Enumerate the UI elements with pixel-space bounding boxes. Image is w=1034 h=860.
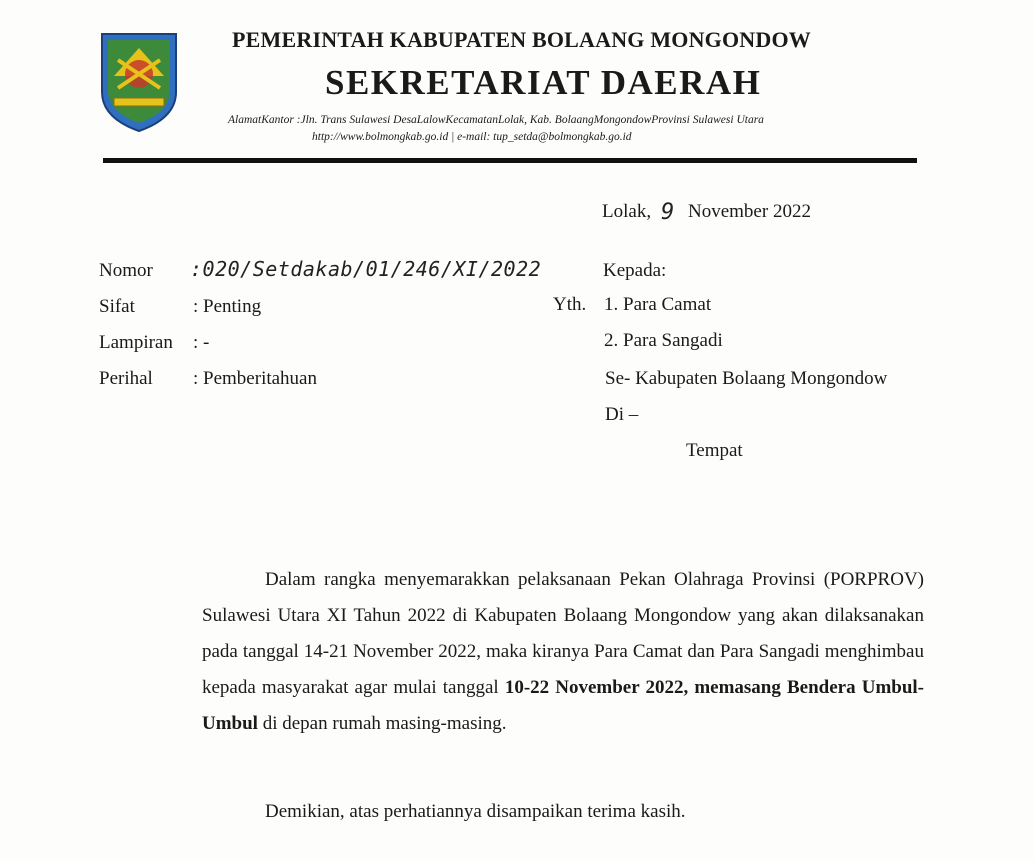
letterhead-government-name: PEMERINTAH KABUPATEN BOLAANG MONGONDOW <box>232 27 811 52</box>
body-text-end: di depan rumah masing-masing. <box>257 713 507 734</box>
regency-coat-of-arms-logo <box>98 30 180 134</box>
recipient-tempat: Tempat <box>686 440 743 461</box>
perihal-value: : Pemberitahuan <box>193 368 317 389</box>
nomor-value: :020/Setdakab/01/246/XI/2022 <box>190 257 542 281</box>
letterhead-address: AlamatKantor :Jln. Trans Sulawesi DesaLalowKecamatanLolak, Kab. BolaangMongondowProvinsi Sulawesi Utara <box>228 114 764 126</box>
recipient-scope: Se- Kabupaten Bolaang Mongondow <box>605 368 888 389</box>
perihal-label: Perihal <box>99 368 153 389</box>
sifat-label: Sifat <box>99 296 135 317</box>
nomor-label: Nomor <box>99 260 153 281</box>
letterhead-office-name: SEKRETARIAT DAERAH <box>325 63 762 102</box>
date-month-year: November 2022 <box>688 201 811 222</box>
date-day-handwritten: 9 <box>661 200 675 225</box>
body-text-intro: Dalam rangka menyemarakkan pelaksanaan Pekan Olahraga Provinsi (PORPROV) Sulawesi Utara XI Tahun 2022 di Kabupaten Bolaang Mongondow yang akan dilaksanakan pada tanggal 14-21 November 2022, maka kiranya Para Camat dan Para Sangadi menghimbau kepada masyarakat agar mulai tanggal <box>202 569 924 698</box>
closing-line: Demikian, atas perhatiannya disampaikan terima kasih. <box>265 801 686 822</box>
lampiran-label: Lampiran <box>99 332 173 353</box>
lampiran-value: : - <box>193 332 210 353</box>
recipient-di: Di – <box>605 404 639 425</box>
date-place: Lolak, <box>602 201 652 222</box>
recipient-yth: Yth. <box>553 294 587 315</box>
recipient-kepada: Kepada: <box>603 260 667 281</box>
recipient-item-camat: 1. Para Camat <box>604 294 712 315</box>
body-text-emphasis: 10-22 November 2022, memasang Bendera Umbul-Umbul <box>202 677 925 734</box>
letterhead-web-email: http://www.bolmongkab.go.id | e-mail: tup_setda@bolmongkab.go.id <box>312 131 632 143</box>
recipient-item-sangadi: 2. Para Sangadi <box>604 330 723 351</box>
letterhead-divider <box>103 158 917 163</box>
sifat-value: : Penting <box>193 296 262 317</box>
body-paragraph <box>202 562 924 742</box>
